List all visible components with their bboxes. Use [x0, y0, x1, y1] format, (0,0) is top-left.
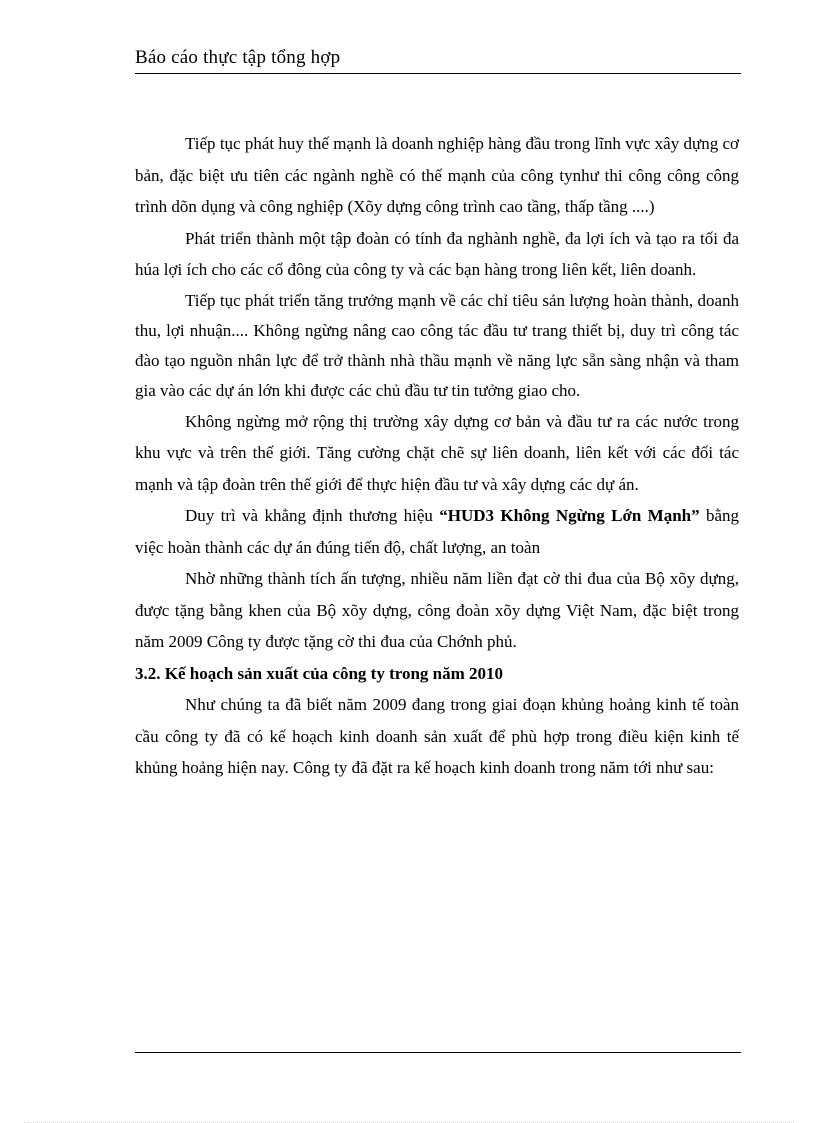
brand-text-suffix: bằng việc hoàn thành các dự án đúng tiến độ, chất lượng, an toàn — [135, 506, 739, 557]
page-header — [135, 44, 741, 74]
header-title: Báo cáo thực tập tổng hợp — [135, 47, 341, 68]
paragraph-market-expansion: Không ngừng mở rộng thị trường xây dựng cơ bản và đầu tư ra các nước trong khu vực và trên thế giới. Tăng cường chặt chẽ sự liên doanh, liên kết với các đối tác mạnh và tập đoàn trên thế giới để thực hiện đầu tư và xây dựng các dự án. — [135, 411, 739, 494]
paragraph-brand — [135, 500, 739, 563]
paragraph-group-development: Phát triển thành một tập đoàn có tính đa nghành nghề, đa lợi ích và tạo ra tối đa húa lợi ích cho các cổ đông của công ty và các bạn hàng trong liên kết, liên doanh. — [135, 228, 739, 279]
paragraph-growth: Tiếp tục phát triển tăng trưởng mạnh về các chỉ tiêu sản lượng hoàn thành, doanh thu, lợi nhuận.... Không ngừng nâng cao công tác đầu tư trang thiết bị, duy trì công tác đào tạo nguồn nhân lực để trở thành nhà thầu mạnh về năng lực sẵn sàng nhận và tham gia vào các dự án lớn khi được các chủ đầu tư tin tưởng giao cho. — [135, 290, 739, 400]
paragraph-strengths: Tiếp tục phát huy thế mạnh là doanh nghiệp hàng đầu trong lĩnh vực xây dựng cơ bản, đặc biệt ưu tiên các ngành nghề có thế mạnh của công tynhư thi công công công trình dõn dụng và công nghiệp (Xõy dựng công trình cao tầng, thấp tầng ....) — [135, 134, 739, 216]
footer-rule — [135, 1052, 741, 1053]
document-body — [135, 128, 739, 784]
section-heading: 3.2. Kế hoạch sản xuất của công ty trong năm 2010 — [135, 663, 504, 683]
brand-slogan: “HUD3 Không Ngừng Lớn Mạnh” — [439, 506, 700, 525]
brand-text-prefix: Duy trì và khẳng định thương hiệu — [185, 506, 440, 525]
paragraph-achievements: Nhờ những thành tích ấn tượng, nhiều năm liền đạt cờ thi đua của Bộ xõy dựng, được tặng bằng khen của Bộ xõy dựng, công đoàn xõy dựng Việt Nam, đặc biệt trong năm 2009 Công ty được tặng cờ thi đua của Chớnh phủ. — [135, 569, 739, 651]
paragraph-production-plan: Như chúng ta đã biết năm 2009 đang trong giai đoạn khủng hoảng kinh tế toàn cầu công ty đã có kế hoạch kinh doanh sản xuất để phù hợp trong điều kiện kinh tế khủng hoảng hiện nay. Công ty đã đặt ra kế hoạch kinh doanh trong năm tới như sau: — [135, 695, 739, 777]
